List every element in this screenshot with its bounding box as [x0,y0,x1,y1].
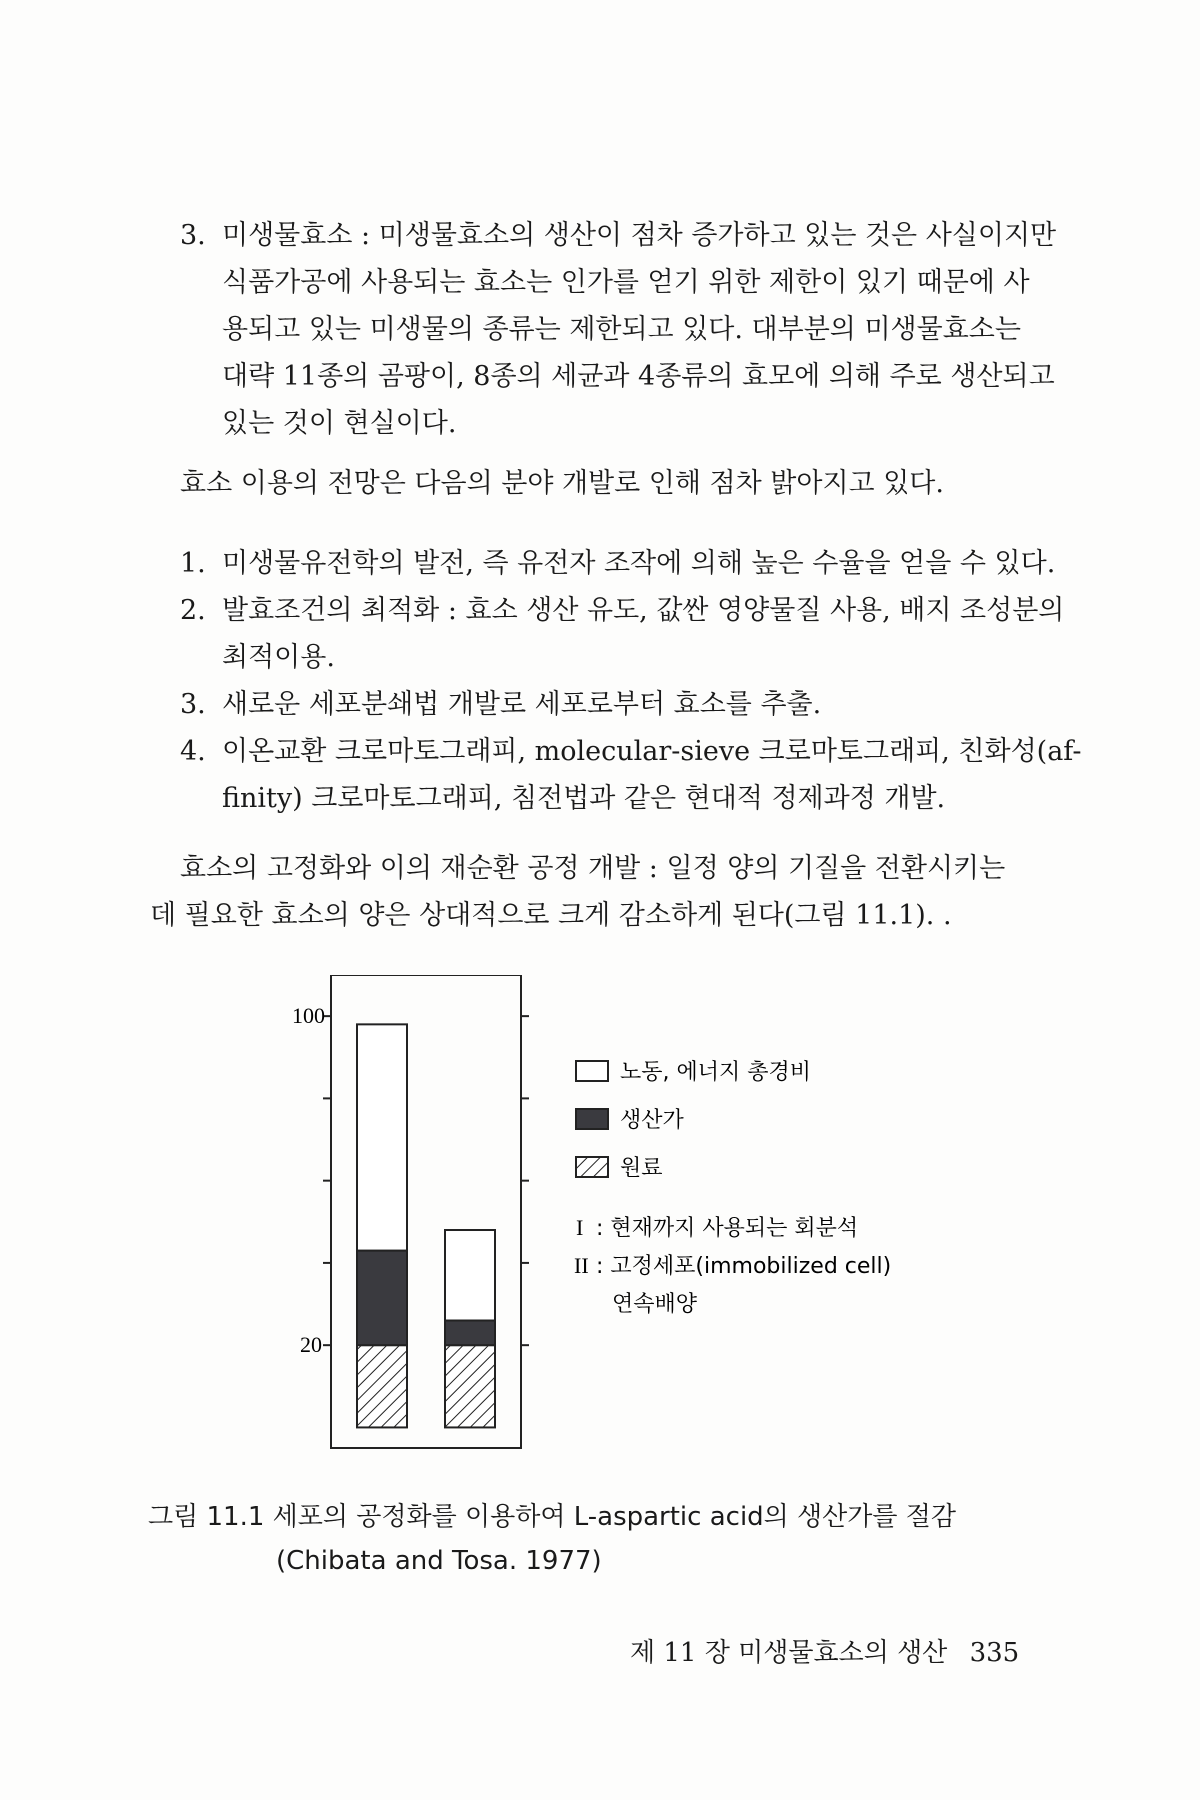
figure-caption-line-1: 그림 11.1 세포의 공정화를 이용하여 L-aspartic acid의 생산가를 절감 [148,1502,957,1532]
legend-swatch-raw [576,1157,608,1177]
figure-11-1-chart [260,975,960,1475]
page-number: 335 [969,1638,1020,1668]
bar-segment-I-2 [357,1024,407,1250]
legend-label-raw: 원료 [620,1156,663,1181]
prospect-line: 최적이용. [222,642,335,673]
section-3-line: 있는 것이 현실이다. [222,408,457,439]
note-text-I: : 현재까지 사용되는 회분석 [596,1216,859,1241]
prospect-line: 미생물유전학의 발전, 즉 유전자 조작에 의해 높은 수율을 얻을 수 있다. [222,548,1056,579]
bar-segment-I-0 [357,1345,407,1427]
immobilization-paragraph [150,845,1050,939]
footer-chapter: 제 11 장 미생물효소의 생산 [630,1638,948,1668]
prospect-number: 1. [180,548,206,579]
prospect-item-2 [180,587,1065,681]
chart-legend [574,1060,891,1317]
prospect-number: 3. [180,689,206,720]
prospect-line: 새로운 세포분쇄법 개발로 세포로부터 효소를 추출. [222,689,822,720]
figure-caption-line-2: (Chibata and Tosa. 1977) [276,1546,602,1576]
prospect-line: 발효조건의 최적화 : 효소 생산 유도, 값싼 영양물질 사용, 배지 조성분의 [222,595,1065,626]
prospect-number: 2. [180,595,206,626]
page-footer [630,1632,1019,1669]
prospect-item-1 [180,540,1060,587]
bar-segment-II-0 [445,1345,495,1427]
immobilization-line: 데 필요한 효소의 양은 상대적으로 크게 감소하게 된다(그림 11.1). . [150,900,952,931]
section-3-line: 대략 11종의 곰팡이, 8종의 세균과 4종류의 효모에 의해 주로 생산되고 [222,361,1055,392]
note-label-I: I [576,1215,584,1240]
prospect-item-3 [180,681,1060,728]
prospect-item-4 [180,728,1082,822]
legend-swatch-labor [576,1061,608,1081]
prospect-line: 이온교환 크로마토그래피, molecular-sieve 크로마토그래피, 친화성(af- [222,736,1082,767]
y-tick-label-100: 100 [292,1003,325,1029]
prospect-line: finity) 크로마토그래피, 침전법과 같은 현대적 정제과정 개발. [222,783,946,814]
legend-swatch-production [576,1109,608,1129]
note-text-II-cont: 연속배양 [612,1292,698,1317]
note-text-II: : 고정세포(immobilized cell) [596,1254,892,1279]
legend-label-production: 생산가 [620,1108,684,1133]
y-tick-label-20: 20 [300,1332,322,1358]
note-label-II: II [574,1253,589,1278]
y-axis-ticks [323,1016,529,1345]
prospect-number: 4. [180,736,206,767]
prospect-intro-text: 효소 이용의 전망은 다음의 분야 개발로 인해 점차 밝아지고 있다. [180,468,944,499]
bar-segment-II-1 [445,1320,495,1345]
prospect-intro [180,460,1040,507]
section-3-line: 식품가공에 사용되는 효소는 인가를 얻기 위한 제한이 있기 때문에 사 [222,267,1030,298]
figure-caption [148,1495,956,1583]
bars [357,1024,495,1427]
bar-segment-I-1 [357,1251,407,1346]
section-3-line: 미생물효소 : 미생물효소의 생산이 점차 증가하고 있는 것은 사실이지만 [222,220,1057,251]
section-3-line: 용되고 있는 미생물의 종류는 제한되고 있다. 대부분의 미생물효소는 [222,314,1021,345]
immobilization-line: 효소의 고정화와 이의 재순환 공정 개발 : 일정 양의 기질을 전환시키는 [180,853,1006,884]
section-3-number: 3. [180,220,206,251]
bar-segment-II-2 [445,1230,495,1320]
legend-label-labor: 노동, 에너지 총경비 [620,1060,811,1085]
section-3 [180,212,1060,447]
